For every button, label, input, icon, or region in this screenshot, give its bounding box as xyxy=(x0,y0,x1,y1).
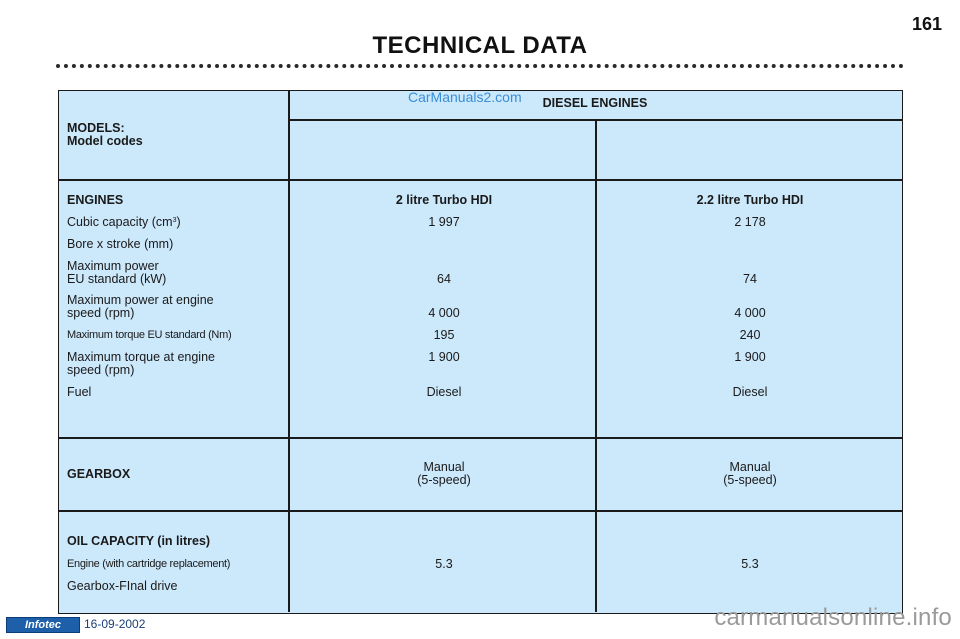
fuel-1: Diesel xyxy=(426,385,462,399)
engine-2-name: 2.2 litre Turbo HDI xyxy=(696,193,804,207)
gearbox-1-line1: Manual xyxy=(423,460,465,474)
dotted-rule xyxy=(56,64,904,68)
column-divider-labels xyxy=(288,91,290,612)
models-divider xyxy=(59,179,902,181)
max-torque-speed-2: 1 900 xyxy=(734,350,766,364)
cubic-capacity-1: 1 997 xyxy=(428,215,460,229)
max-power-label-2: EU standard (kW) xyxy=(67,272,167,286)
page-number: 161 xyxy=(911,14,942,34)
footer-date: 16-09-2002 xyxy=(84,617,146,631)
diesel-engines-header: DIESEL ENGINES xyxy=(542,96,648,110)
oil-capacity-label: OIL CAPACITY (in litres) xyxy=(67,534,211,548)
header-divider xyxy=(288,119,902,121)
cubic-capacity-2: 2 178 xyxy=(734,215,766,229)
max-torque-2: 240 xyxy=(739,328,761,342)
fuel-label: Fuel xyxy=(67,385,92,399)
oil-engine-1: 5.3 xyxy=(435,557,453,571)
bore-stroke-label: Bore x stroke (mm) xyxy=(67,237,174,251)
gearbox-1-line2: (5-speed) xyxy=(417,473,471,487)
oil-engine-label: Engine (with cartridge replacement) xyxy=(67,558,231,570)
infotec-badge: Infotec xyxy=(6,617,80,633)
max-power-speed-label: Maximum power at engine xyxy=(67,293,214,307)
max-torque-speed-1: 1 900 xyxy=(428,350,460,364)
engine-1-name: 2 litre Turbo HDI xyxy=(395,193,493,207)
max-power-label: Maximum power xyxy=(67,259,159,273)
gearbox-divider xyxy=(59,510,902,512)
max-power-speed-1: 4 000 xyxy=(428,306,460,320)
max-power-speed-2: 4 000 xyxy=(734,306,766,320)
max-power-speed-label-2: speed (rpm) xyxy=(67,306,135,320)
fuel-2: Diesel xyxy=(732,385,768,399)
page-title: TECHNICAL DATA xyxy=(372,32,588,59)
cubic-capacity-label: Cubic capacity $(cm^3)$ xyxy=(67,215,181,229)
watermark-text: CarManuals2.com xyxy=(408,89,522,105)
max-torque-1: 195 xyxy=(433,328,455,342)
engines-divider xyxy=(59,437,902,439)
gearbox-label: GEARBOX xyxy=(67,467,131,481)
max-torque-speed-label: Maximum torque at engine xyxy=(67,350,215,364)
max-power-2: 74 xyxy=(743,272,757,286)
max-torque-speed-label-2: speed (rpm) xyxy=(67,363,135,377)
models-label: MODELS: xyxy=(67,121,125,135)
gearbox-2-line1: Manual xyxy=(729,460,771,474)
model-codes-label: Model codes xyxy=(67,134,143,148)
gearbox-2-line2: (5-speed) xyxy=(723,473,777,487)
max-power-1: 64 xyxy=(437,272,451,286)
oil-engine-2: 5.3 xyxy=(741,557,759,571)
footer-site-watermark: carmanualsonline.info xyxy=(714,604,952,631)
engines-label: ENGINES xyxy=(67,193,124,207)
max-torque-label: Maximum torque EU standard (Nm) xyxy=(67,329,232,341)
spec-table xyxy=(58,90,903,614)
oil-gearbox-label: Gearbox-FInal drive xyxy=(67,579,178,593)
